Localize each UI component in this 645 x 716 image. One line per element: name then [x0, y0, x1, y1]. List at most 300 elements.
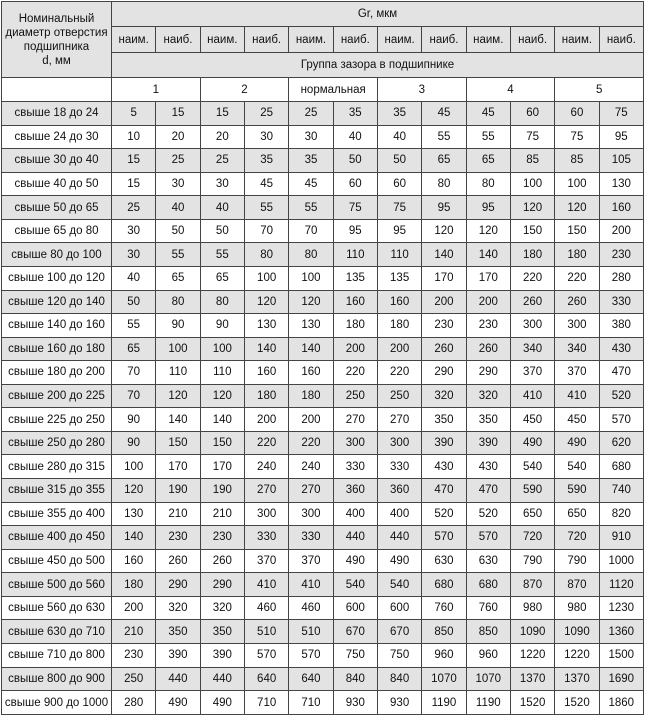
max-clearance-cell: 120 — [244, 290, 288, 314]
min-clearance-cell: 570 — [466, 526, 510, 550]
min-clearance-cell: 490 — [200, 691, 244, 715]
table-row — [2, 149, 644, 173]
max-clearance-cell: 740 — [599, 479, 643, 503]
max-clearance-cell: 160 — [599, 196, 643, 220]
table-row — [2, 243, 644, 267]
max-clearance-cell: 300 — [244, 502, 288, 526]
max-clearance-cell: 570 — [244, 643, 288, 667]
min-clearance-cell: 35 — [377, 102, 421, 126]
max-clearance-cell: 260 — [156, 549, 200, 573]
max-clearance-cell: 210 — [156, 502, 200, 526]
min-clearance-cell: 15 — [112, 172, 156, 196]
min-clearance-cell: 160 — [377, 290, 421, 314]
min-clearance-cell: 120 — [112, 479, 156, 503]
max-clearance-cell: 105 — [599, 149, 643, 173]
max-clearance-cell: 140 — [156, 408, 200, 432]
max-clearance-cell: 230 — [599, 243, 643, 267]
max-clearance-cell: 75 — [599, 102, 643, 126]
max-clearance-cell: 540 — [333, 573, 377, 597]
diameter-range-cell: свыше 450 до 500 — [2, 549, 112, 573]
max-clearance-cell: 320 — [156, 596, 200, 620]
max-clearance-cell: 25 — [244, 102, 288, 126]
max-clearance-cell: 390 — [422, 431, 466, 455]
diameter-range-cell: свыше 200 до 225 — [2, 384, 112, 408]
min-clearance-cell: 180 — [289, 384, 333, 408]
max-clearance-cell: 60 — [333, 172, 377, 196]
diameter-range-cell: свыше 315 до 355 — [2, 479, 112, 503]
max-clearance-cell: 160 — [244, 361, 288, 385]
diameter-range-cell: свыше 120 до 140 — [2, 290, 112, 314]
min-clearance-cell: 80 — [200, 290, 244, 314]
table-row — [2, 549, 644, 573]
min-clearance-cell: 540 — [555, 455, 599, 479]
min-clearance-cell: 25 — [289, 102, 333, 126]
max-clearance-cell: 470 — [599, 361, 643, 385]
max-clearance-cell: 80 — [156, 290, 200, 314]
table-row — [2, 526, 644, 550]
min-clearance-cell: 90 — [200, 314, 244, 338]
min-clearance-cell: 960 — [466, 643, 510, 667]
min-clearance-cell: 45 — [289, 172, 333, 196]
min-clearance-cell: 110 — [377, 243, 421, 267]
max-clearance-cell: 600 — [333, 596, 377, 620]
max-clearance-cell: 520 — [422, 502, 466, 526]
diameter-range-cell: свыше 225 до 250 — [2, 408, 112, 432]
min-clearance-cell: 1090 — [555, 620, 599, 644]
max-clearance-cell: 200 — [333, 337, 377, 361]
max-clearance-cell: 360 — [333, 479, 377, 503]
group-title: Группа зазора в подшипнике — [112, 53, 644, 78]
max-clearance-cell: 1220 — [510, 643, 554, 667]
max-clearance-cell: 180 — [333, 314, 377, 338]
max-clearance-cell: 680 — [422, 573, 466, 597]
table-row — [2, 667, 644, 691]
min-clearance-cell: 330 — [289, 526, 333, 550]
max-clearance-cell: 630 — [422, 549, 466, 573]
max-clearance-cell: 55 — [156, 243, 200, 267]
min-clearance-cell: 720 — [555, 526, 599, 550]
table-row — [2, 431, 644, 455]
diameter-range-cell: свыше 900 до 1000 — [2, 691, 112, 715]
diameter-range-cell: свыше 40 до 50 — [2, 172, 112, 196]
diameter-range-cell: свыше 280 до 315 — [2, 455, 112, 479]
max-clearance-cell: 790 — [510, 549, 554, 573]
group-label: 4 — [466, 78, 555, 102]
min-clearance-cell: 65 — [466, 149, 510, 173]
min-clearance-cell: 35 — [289, 149, 333, 173]
diameter-range-cell: свыше 24 до 30 — [2, 125, 112, 149]
max-clearance-cell: 135 — [333, 266, 377, 290]
min-clearance-cell: 120 — [555, 196, 599, 220]
max-clearance-cell: 45 — [422, 102, 466, 126]
min-clearance-cell: 350 — [200, 620, 244, 644]
min-clearance-cell: 1370 — [555, 667, 599, 691]
diameter-range-cell: свыше 710 до 800 — [2, 643, 112, 667]
table-body — [2, 102, 644, 715]
min-clearance-cell: 290 — [466, 361, 510, 385]
max-clearance-cell: 300 — [510, 314, 554, 338]
min-clearance-cell: 250 — [377, 384, 421, 408]
diameter-range-cell: свыше 18 до 24 — [2, 102, 112, 126]
min-clearance-cell: 390 — [466, 431, 510, 455]
min-clearance-cell: 65 — [112, 337, 156, 361]
min-clearance-cell: 80 — [466, 172, 510, 196]
max-clearance-cell: 370 — [510, 361, 554, 385]
min-column-header: наим. — [112, 27, 156, 53]
max-clearance-cell: 280 — [599, 266, 643, 290]
min-clearance-cell: 260 — [200, 549, 244, 573]
min-clearance-cell: 360 — [377, 479, 421, 503]
min-clearance-cell: 130 — [289, 314, 333, 338]
min-clearance-cell: 440 — [377, 526, 421, 550]
min-clearance-cell: 140 — [200, 408, 244, 432]
max-clearance-cell: 760 — [422, 596, 466, 620]
row-header-line: диаметр отверстия — [5, 26, 108, 39]
min-clearance-cell: 70 — [289, 219, 333, 243]
header-blank-cell — [2, 78, 112, 102]
min-clearance-cell: 750 — [377, 643, 421, 667]
min-clearance-cell: 140 — [466, 243, 510, 267]
diameter-range-cell: свыше 630 до 710 — [2, 620, 112, 644]
min-clearance-cell: 95 — [466, 196, 510, 220]
min-clearance-cell: 75 — [377, 196, 421, 220]
min-clearance-cell: 430 — [466, 455, 510, 479]
table-row — [2, 125, 644, 149]
table-row — [2, 502, 644, 526]
max-clearance-cell: 450 — [510, 408, 554, 432]
min-clearance-cell: 370 — [555, 361, 599, 385]
min-clearance-cell: 50 — [112, 290, 156, 314]
min-clearance-cell: 135 — [377, 266, 421, 290]
min-clearance-cell: 510 — [289, 620, 333, 644]
min-clearance-cell: 55 — [200, 243, 244, 267]
max-clearance-cell: 620 — [599, 431, 643, 455]
max-clearance-cell: 260 — [422, 337, 466, 361]
max-clearance-cell: 240 — [244, 455, 288, 479]
diameter-range-cell: свыше 800 до 900 — [2, 667, 112, 691]
max-clearance-cell: 590 — [510, 479, 554, 503]
min-clearance-cell: 1070 — [466, 667, 510, 691]
min-clearance-cell: 40 — [377, 125, 421, 149]
min-clearance-cell: 220 — [289, 431, 333, 455]
table-row — [2, 337, 644, 361]
min-clearance-cell: 390 — [200, 643, 244, 667]
min-clearance-cell: 520 — [466, 502, 510, 526]
min-clearance-cell: 65 — [200, 266, 244, 290]
min-clearance-cell: 100 — [112, 455, 156, 479]
min-clearance-cell: 290 — [200, 573, 244, 597]
max-clearance-cell: 95 — [333, 219, 377, 243]
max-clearance-cell: 150 — [156, 431, 200, 455]
min-clearance-cell: 200 — [377, 337, 421, 361]
min-clearance-cell: 320 — [200, 596, 244, 620]
max-clearance-cell: 1360 — [599, 620, 643, 644]
min-clearance-cell: 120 — [466, 219, 510, 243]
max-clearance-cell: 120 — [156, 384, 200, 408]
row-header-line: подшипника — [23, 40, 90, 53]
max-clearance-cell: 170 — [422, 266, 466, 290]
max-clearance-cell: 220 — [244, 431, 288, 455]
min-clearance-cell: 70 — [112, 384, 156, 408]
max-clearance-cell: 400 — [333, 502, 377, 526]
min-clearance-cell: 15 — [200, 102, 244, 126]
max-clearance-cell: 110 — [333, 243, 377, 267]
min-clearance-cell: 30 — [112, 219, 156, 243]
min-clearance-cell: 670 — [377, 620, 421, 644]
min-clearance-cell: 710 — [289, 691, 333, 715]
min-clearance-cell: 140 — [112, 526, 156, 550]
min-clearance-cell: 180 — [112, 573, 156, 597]
max-clearance-cell: 25 — [156, 149, 200, 173]
max-clearance-cell: 55 — [422, 125, 466, 149]
max-clearance-cell: 30 — [244, 125, 288, 149]
max-clearance-cell: 1000 — [599, 549, 643, 573]
max-clearance-cell: 140 — [244, 337, 288, 361]
min-clearance-cell: 180 — [377, 314, 421, 338]
max-clearance-cell: 1070 — [422, 667, 466, 691]
min-clearance-cell: 870 — [555, 573, 599, 597]
gr-title: Gr, мкм — [112, 2, 644, 27]
min-clearance-cell: 230 — [200, 526, 244, 550]
max-clearance-cell: 430 — [422, 455, 466, 479]
table-row — [2, 596, 644, 620]
max-clearance-cell: 490 — [333, 549, 377, 573]
min-clearance-cell: 1220 — [555, 643, 599, 667]
max-clearance-cell: 710 — [244, 691, 288, 715]
min-clearance-cell: 330 — [377, 455, 421, 479]
max-clearance-cell: 1690 — [599, 667, 643, 691]
min-clearance-cell: 150 — [555, 219, 599, 243]
max-clearance-cell: 15 — [156, 102, 200, 126]
max-clearance-cell: 720 — [510, 526, 554, 550]
min-clearance-cell: 200 — [289, 408, 333, 432]
max-clearance-cell: 40 — [333, 125, 377, 149]
min-clearance-cell: 220 — [377, 361, 421, 385]
min-clearance-cell: 200 — [466, 290, 510, 314]
max-clearance-cell: 350 — [156, 620, 200, 644]
bearing-clearance-table — [1, 1, 644, 715]
min-clearance-cell: 630 — [466, 549, 510, 573]
min-clearance-cell: 120 — [200, 384, 244, 408]
max-clearance-cell: 230 — [156, 526, 200, 550]
min-clearance-cell: 270 — [377, 408, 421, 432]
min-column-header: наим. — [289, 27, 333, 53]
min-clearance-cell: 680 — [466, 573, 510, 597]
max-column-header: наиб. — [333, 27, 377, 53]
max-clearance-cell: 1860 — [599, 691, 643, 715]
min-clearance-cell: 50 — [377, 149, 421, 173]
max-clearance-cell: 35 — [244, 149, 288, 173]
diameter-range-cell: свыше 250 до 280 — [2, 431, 112, 455]
max-clearance-cell: 270 — [244, 479, 288, 503]
min-clearance-cell: 450 — [555, 408, 599, 432]
max-clearance-cell: 490 — [156, 691, 200, 715]
row-header-line: d, мм — [42, 54, 71, 67]
max-clearance-cell: 570 — [422, 526, 466, 550]
min-clearance-cell: 540 — [377, 573, 421, 597]
table-row — [2, 102, 644, 126]
max-clearance-cell: 820 — [599, 502, 643, 526]
table-row — [2, 455, 644, 479]
group-label: нормальная — [289, 78, 378, 102]
max-clearance-cell: 230 — [422, 314, 466, 338]
min-clearance-cell: 350 — [466, 408, 510, 432]
min-clearance-cell: 40 — [200, 196, 244, 220]
max-clearance-cell: 680 — [599, 455, 643, 479]
diameter-range-cell: свыше 160 до 180 — [2, 337, 112, 361]
min-clearance-cell: 90 — [112, 431, 156, 455]
min-clearance-cell: 400 — [377, 502, 421, 526]
min-clearance-cell: 25 — [112, 196, 156, 220]
min-clearance-cell: 650 — [555, 502, 599, 526]
group-label: 1 — [112, 78, 201, 102]
max-clearance-cell: 410 — [244, 573, 288, 597]
min-clearance-cell: 840 — [377, 667, 421, 691]
max-column-header: наиб. — [422, 27, 466, 53]
table-row — [2, 219, 644, 243]
min-clearance-cell: 170 — [200, 455, 244, 479]
min-clearance-cell: 470 — [466, 479, 510, 503]
table-row — [2, 620, 644, 644]
max-clearance-cell: 50 — [156, 219, 200, 243]
min-clearance-cell: 160 — [112, 549, 156, 573]
min-clearance-cell: 270 — [289, 479, 333, 503]
row-header-cell — [2, 2, 112, 78]
max-clearance-cell: 190 — [156, 479, 200, 503]
max-clearance-cell: 440 — [333, 526, 377, 550]
max-clearance-cell: 80 — [244, 243, 288, 267]
max-clearance-cell: 330 — [333, 455, 377, 479]
max-clearance-cell: 410 — [510, 384, 554, 408]
max-clearance-cell: 1370 — [510, 667, 554, 691]
max-column-header: наиб. — [599, 27, 643, 53]
min-clearance-cell: 60 — [377, 172, 421, 196]
min-clearance-cell: 95 — [377, 219, 421, 243]
max-clearance-cell: 520 — [599, 384, 643, 408]
min-clearance-cell: 490 — [555, 431, 599, 455]
max-clearance-cell: 540 — [510, 455, 554, 479]
diameter-range-cell: свыше 140 до 160 — [2, 314, 112, 338]
diameter-range-cell: свыше 50 до 65 — [2, 196, 112, 220]
min-clearance-cell: 30 — [112, 243, 156, 267]
min-clearance-cell: 180 — [555, 243, 599, 267]
min-clearance-cell: 600 — [377, 596, 421, 620]
max-clearance-cell: 1500 — [599, 643, 643, 667]
max-clearance-cell: 45 — [244, 172, 288, 196]
max-clearance-cell: 100 — [510, 172, 554, 196]
max-clearance-cell: 1190 — [422, 691, 466, 715]
max-clearance-cell: 40 — [156, 196, 200, 220]
min-clearance-cell: 250 — [112, 667, 156, 691]
min-clearance-cell: 40 — [112, 266, 156, 290]
header-row-groups — [2, 78, 644, 102]
max-clearance-cell: 90 — [156, 314, 200, 338]
min-clearance-cell: 930 — [377, 691, 421, 715]
max-clearance-cell: 930 — [333, 691, 377, 715]
max-clearance-cell: 100 — [156, 337, 200, 361]
min-clearance-cell: 80 — [289, 243, 333, 267]
min-clearance-cell: 100 — [289, 266, 333, 290]
max-clearance-cell: 220 — [510, 266, 554, 290]
max-clearance-cell: 120 — [510, 196, 554, 220]
table-row — [2, 691, 644, 715]
max-clearance-cell: 510 — [244, 620, 288, 644]
min-clearance-cell: 30 — [289, 125, 333, 149]
table-row — [2, 172, 644, 196]
max-clearance-cell: 380 — [599, 314, 643, 338]
min-clearance-cell: 120 — [289, 290, 333, 314]
min-clearance-cell: 130 — [112, 502, 156, 526]
min-clearance-cell: 240 — [289, 455, 333, 479]
max-clearance-cell: 120 — [422, 219, 466, 243]
max-clearance-cell: 1520 — [510, 691, 554, 715]
max-clearance-cell: 180 — [510, 243, 554, 267]
min-column-header: наим. — [377, 27, 421, 53]
max-clearance-cell: 850 — [422, 620, 466, 644]
min-clearance-cell: 640 — [289, 667, 333, 691]
diameter-range-cell: свыше 100 до 120 — [2, 266, 112, 290]
max-clearance-cell: 85 — [510, 149, 554, 173]
max-clearance-cell: 750 — [333, 643, 377, 667]
table-row — [2, 266, 644, 290]
max-clearance-cell: 980 — [510, 596, 554, 620]
min-clearance-cell: 210 — [200, 502, 244, 526]
max-clearance-cell: 870 — [510, 573, 554, 597]
min-clearance-cell: 210 — [112, 620, 156, 644]
max-column-header: наиб. — [244, 27, 288, 53]
min-clearance-cell: 140 — [289, 337, 333, 361]
min-clearance-cell: 790 — [555, 549, 599, 573]
min-clearance-cell: 260 — [555, 290, 599, 314]
max-clearance-cell: 140 — [422, 243, 466, 267]
min-clearance-cell: 45 — [466, 102, 510, 126]
min-clearance-cell: 410 — [289, 573, 333, 597]
header-row-gr — [2, 2, 644, 27]
min-clearance-cell: 190 — [200, 479, 244, 503]
max-clearance-cell: 640 — [244, 667, 288, 691]
min-clearance-cell: 300 — [377, 431, 421, 455]
diameter-range-cell: свыше 180 до 200 — [2, 361, 112, 385]
max-clearance-cell: 350 — [422, 408, 466, 432]
diameter-range-cell: свыше 355 до 400 — [2, 502, 112, 526]
min-clearance-cell: 340 — [555, 337, 599, 361]
max-clearance-cell: 840 — [333, 667, 377, 691]
max-clearance-cell: 70 — [244, 219, 288, 243]
min-clearance-cell: 25 — [200, 149, 244, 173]
table-row — [2, 384, 644, 408]
min-clearance-cell: 50 — [200, 219, 244, 243]
max-clearance-cell: 670 — [333, 620, 377, 644]
min-clearance-cell: 320 — [466, 384, 510, 408]
max-clearance-cell: 270 — [333, 408, 377, 432]
max-clearance-cell: 65 — [156, 266, 200, 290]
max-clearance-cell: 55 — [244, 196, 288, 220]
max-clearance-cell: 250 — [333, 384, 377, 408]
table-row — [2, 573, 644, 597]
min-clearance-cell: 220 — [555, 266, 599, 290]
max-clearance-cell: 290 — [422, 361, 466, 385]
max-clearance-cell: 110 — [156, 361, 200, 385]
diameter-range-cell: свыше 80 до 100 — [2, 243, 112, 267]
min-clearance-cell: 590 — [555, 479, 599, 503]
max-clearance-cell: 330 — [244, 526, 288, 550]
group-label: 2 — [200, 78, 289, 102]
max-clearance-cell: 65 — [422, 149, 466, 173]
min-clearance-cell: 60 — [555, 102, 599, 126]
max-clearance-cell: 650 — [510, 502, 554, 526]
min-clearance-cell: 10 — [112, 125, 156, 149]
min-clearance-cell: 980 — [555, 596, 599, 620]
